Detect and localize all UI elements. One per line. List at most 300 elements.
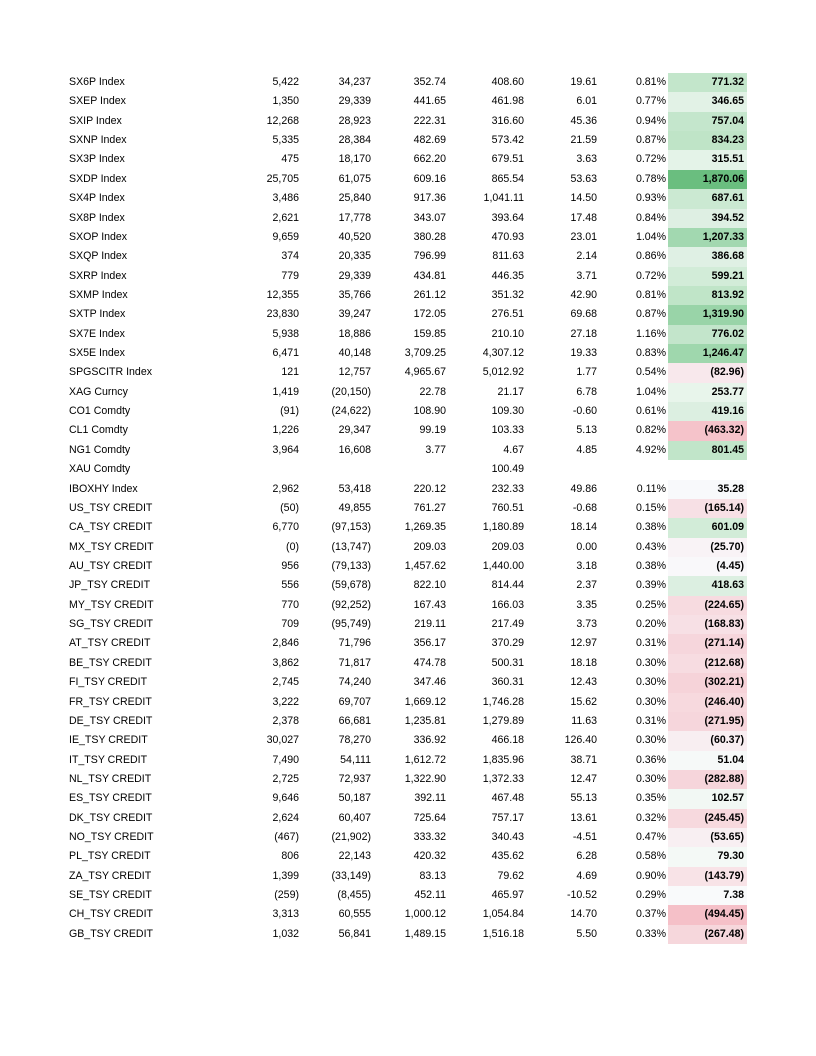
value-cell-3: 1,269.35 xyxy=(404,521,446,534)
value-cell-4: 4.67 xyxy=(503,443,524,456)
value-cell-3: 22.78 xyxy=(419,385,446,398)
table-row xyxy=(66,615,748,634)
value-cell-1: 709 xyxy=(281,618,299,631)
value-cell-2: 18,170 xyxy=(338,153,371,166)
percent-cell: 4.92% xyxy=(635,443,666,456)
instrument-name-cell: SG_TSY CREDIT xyxy=(69,618,153,631)
instrument-name-cell: SXQP Index xyxy=(69,250,128,263)
value-cell-5: 6.78 xyxy=(576,385,597,398)
value-cell-5: 21.59 xyxy=(570,134,597,147)
table-row xyxy=(66,73,748,92)
instrument-name-cell: DE_TSY CREDIT xyxy=(69,714,153,727)
table-row xyxy=(66,112,748,131)
pnl-heatmap-cell: (494.45) xyxy=(668,905,747,924)
value-cell-3: 333.32 xyxy=(413,831,446,844)
value-cell-3: 392.11 xyxy=(414,792,446,805)
value-cell-5: 6.01 xyxy=(576,95,597,108)
value-cell-5: 2.14 xyxy=(576,250,597,263)
value-cell-1: 2,962 xyxy=(272,482,299,495)
pnl-heatmap-cell: (212.68) xyxy=(668,654,747,673)
value-cell-5: 3.18 xyxy=(576,559,597,572)
percent-cell: 0.58% xyxy=(635,850,666,863)
value-cell-5: 4.69 xyxy=(576,869,597,882)
value-cell-1: 12,355 xyxy=(266,288,299,301)
table-row xyxy=(66,789,748,808)
value-cell-2: (59,678) xyxy=(331,579,371,592)
value-cell-5: 5.50 xyxy=(576,927,597,940)
table-row xyxy=(66,480,748,499)
value-cell-3: 474.78 xyxy=(413,656,446,669)
value-cell-1: 5,335 xyxy=(272,134,299,147)
value-cell-2: 54,111 xyxy=(340,753,371,766)
value-cell-3: 761.27 xyxy=(413,501,446,514)
value-cell-3 xyxy=(356,460,446,479)
percent-cell: 0.77% xyxy=(635,95,666,108)
value-cell-3: 609.16 xyxy=(413,172,446,185)
value-cell-4: 1,440.00 xyxy=(482,559,524,572)
table-row xyxy=(66,847,748,866)
table-row xyxy=(66,344,748,363)
pnl-heatmap-cell: (82.96) xyxy=(668,363,747,382)
instrument-name-cell: SPGSCITR Index xyxy=(69,366,153,379)
percent-cell: 0.82% xyxy=(635,424,666,437)
instrument-name-cell: SXMP Index xyxy=(69,288,128,301)
value-cell-2: (95,749) xyxy=(331,618,371,631)
table-row xyxy=(66,92,748,111)
percent-cell: 0.30% xyxy=(635,734,666,747)
value-cell-4: 465.97 xyxy=(491,889,524,902)
value-cell-3: 222.31 xyxy=(413,114,446,127)
pnl-heatmap-cell: (60.37) xyxy=(668,731,747,750)
pnl-heatmap-cell: 253.77 xyxy=(668,383,747,402)
table-row xyxy=(66,925,748,944)
percent-cell: 0.87% xyxy=(635,134,666,147)
instrument-name-cell: SXRP Index xyxy=(69,269,127,282)
percent-cell: 0.81% xyxy=(635,76,666,88)
pnl-heatmap-cell: (224.65) xyxy=(668,596,747,615)
table-row xyxy=(66,867,748,886)
value-cell-4: 209.03 xyxy=(491,540,524,553)
value-cell-1: 556 xyxy=(281,579,299,592)
table-row xyxy=(66,557,748,576)
pnl-heatmap-cell: 102.57 xyxy=(668,789,747,808)
value-cell-4: 340.43 xyxy=(491,831,524,844)
value-cell-1: 3,313 xyxy=(272,908,299,921)
table-row xyxy=(66,460,748,479)
percent-cell: 0.25% xyxy=(635,598,666,611)
value-cell-5: 3.35 xyxy=(576,598,597,611)
value-cell-4: 865.54 xyxy=(491,172,524,185)
table-row xyxy=(66,383,748,402)
value-cell-4: 109.30 xyxy=(491,405,524,418)
value-cell-2: 60,555 xyxy=(338,908,371,921)
value-cell-3: 352.74 xyxy=(413,76,446,88)
value-cell-5: 6.28 xyxy=(576,850,597,863)
value-cell-2: 25,840 xyxy=(338,192,371,205)
instrument-name-cell: JP_TSY CREDIT xyxy=(69,579,151,592)
percent-cell: 0.87% xyxy=(635,308,666,321)
table-row xyxy=(66,170,748,189)
value-cell-4: 103.33 xyxy=(491,424,524,437)
pnl-heatmap-cell: 346.65 xyxy=(668,92,747,111)
pnl-heatmap-cell: (271.14) xyxy=(668,634,747,653)
value-cell-2: 12,757 xyxy=(338,366,371,379)
value-cell-5: 19.33 xyxy=(570,347,597,360)
percent-cell: 0.54% xyxy=(635,366,666,379)
value-cell-4: 5,012.92 xyxy=(482,366,524,379)
value-cell-5: 38.71 xyxy=(570,753,597,766)
value-cell-5: 1.77 xyxy=(576,366,597,379)
table-row xyxy=(66,150,748,169)
table-row xyxy=(66,673,748,692)
data-table xyxy=(66,73,748,944)
value-cell-2: 18,886 xyxy=(338,327,371,340)
value-cell-3: 662.20 xyxy=(413,153,446,166)
value-cell-2: (97,153) xyxy=(331,521,371,534)
percent-cell: 0.93% xyxy=(635,192,666,205)
table-row xyxy=(66,770,748,789)
table-row xyxy=(66,131,748,150)
value-cell-2: 35,766 xyxy=(338,288,371,301)
instrument-name-cell: SXIP Index xyxy=(69,114,122,127)
instrument-name-cell: ES_TSY CREDIT xyxy=(69,792,152,805)
instrument-name-cell: SX7E Index xyxy=(69,327,125,340)
value-cell-4: 461.98 xyxy=(491,95,524,108)
value-cell-1: (50) xyxy=(280,501,299,514)
percent-cell: 0.31% xyxy=(635,714,666,727)
table-row xyxy=(66,576,748,595)
table-row xyxy=(66,189,748,208)
value-cell-5: 17.48 xyxy=(570,211,597,224)
value-cell-4: 1,372.33 xyxy=(482,772,524,785)
instrument-name-cell: US_TSY CREDIT xyxy=(69,501,153,514)
value-cell-1: 956 xyxy=(281,559,299,572)
value-cell-4: 679.51 xyxy=(491,153,524,166)
value-cell-3: 167.43 xyxy=(413,598,446,611)
value-cell-1: 6,471 xyxy=(272,347,299,360)
instrument-name-cell: SXEP Index xyxy=(69,95,126,108)
value-cell-2: 29,339 xyxy=(338,269,371,282)
value-cell-5: 27.18 xyxy=(570,327,597,340)
value-cell-1: 3,222 xyxy=(272,695,299,708)
pnl-heatmap-cell: 419.16 xyxy=(668,402,747,421)
instrument-name-cell: NG1 Comdty xyxy=(69,443,131,456)
value-cell-4: 1,279.89 xyxy=(482,714,524,727)
pnl-heatmap-cell: 1,870.06 xyxy=(668,170,747,189)
pnl-heatmap-cell: 386.68 xyxy=(668,247,747,266)
table-row xyxy=(66,421,748,440)
instrument-name-cell: GB_TSY CREDIT xyxy=(69,927,153,940)
value-cell-4: 446.35 xyxy=(491,269,524,282)
value-cell-3: 1,235.81 xyxy=(404,714,446,727)
value-cell-5: 12.97 xyxy=(570,637,597,650)
percent-cell: 0.29% xyxy=(635,889,666,902)
value-cell-2: 71,796 xyxy=(338,637,371,650)
value-cell-2: 49,855 xyxy=(338,501,371,514)
value-cell-5: 23.01 xyxy=(570,230,597,243)
pnl-heatmap-cell: 801.45 xyxy=(668,441,747,460)
value-cell-1: 6,770 xyxy=(272,521,299,534)
instrument-name-cell: FR_TSY CREDIT xyxy=(69,695,152,708)
instrument-name-cell: SX5E Index xyxy=(69,347,125,360)
value-cell-5: -10.52 xyxy=(566,889,597,902)
instrument-name-cell: SXNP Index xyxy=(69,134,127,147)
value-cell-3: 1,489.15 xyxy=(404,927,446,940)
value-cell-3: 347.46 xyxy=(413,676,446,689)
percent-cell: 0.43% xyxy=(635,540,666,553)
instrument-name-cell: SX8P Index xyxy=(69,211,125,224)
value-cell-5: 69.68 xyxy=(570,308,597,321)
value-cell-4: 232.33 xyxy=(491,482,524,495)
value-cell-5: 12.47 xyxy=(570,772,597,785)
value-cell-1: 806 xyxy=(281,850,299,863)
value-cell-1: 1,226 xyxy=(272,424,299,437)
value-cell-5: 126.40 xyxy=(564,734,597,747)
pnl-heatmap-cell: 79.30 xyxy=(668,847,747,866)
instrument-name-cell: ZA_TSY CREDIT xyxy=(69,869,152,882)
pnl-heatmap-cell: (245.45) xyxy=(668,809,747,828)
table-row xyxy=(66,305,748,324)
instrument-name-cell: SXOP Index xyxy=(69,230,128,243)
value-cell-4: 811.63 xyxy=(492,250,524,263)
pnl-heatmap-cell xyxy=(668,460,747,479)
value-cell-1: 25,705 xyxy=(266,172,299,185)
instrument-name-cell: IE_TSY CREDIT xyxy=(69,734,148,747)
value-cell-3: 83.13 xyxy=(419,869,446,882)
value-cell-2: 78,270 xyxy=(338,734,371,747)
value-cell-3: 159.85 xyxy=(413,327,446,340)
instrument-name-cell: FI_TSY CREDIT xyxy=(69,676,148,689)
value-cell-2: (8,455) xyxy=(337,889,371,902)
table-row xyxy=(66,905,748,924)
value-cell-2: 74,240 xyxy=(338,676,371,689)
value-cell-4: 408.60 xyxy=(491,76,524,88)
pnl-heatmap-cell: (282.88) xyxy=(668,770,747,789)
table-row xyxy=(66,809,748,828)
instrument-name-cell: CH_TSY CREDIT xyxy=(69,908,153,921)
value-cell-1: 12,268 xyxy=(266,114,299,127)
percent-cell: 0.32% xyxy=(635,811,666,824)
value-cell-5: 11.63 xyxy=(571,714,597,727)
percent-cell: 0.35% xyxy=(635,792,666,805)
instrument-name-cell: SXTP Index xyxy=(69,308,126,321)
value-cell-1: 1,350 xyxy=(272,95,299,108)
value-cell-1: 2,621 xyxy=(272,211,299,224)
percent-cell: 0.20% xyxy=(635,618,666,631)
value-cell-1: 1,032 xyxy=(272,927,299,940)
pnl-heatmap-cell: 315.51 xyxy=(668,150,747,169)
value-cell-2: (21,902) xyxy=(331,831,371,844)
percent-cell: 0.90% xyxy=(635,869,666,882)
value-cell-3: 99.19 xyxy=(419,424,446,437)
value-cell-3: 1,322.90 xyxy=(404,772,446,785)
value-cell-2: 17,778 xyxy=(338,211,371,224)
value-cell-3: 452.11 xyxy=(414,889,446,902)
value-cell-2: 28,384 xyxy=(338,134,371,147)
value-cell-1: 1,399 xyxy=(272,869,299,882)
value-cell-1: 2,725 xyxy=(272,772,299,785)
value-cell-4: 1,746.28 xyxy=(482,695,524,708)
value-cell-4: 4,307.12 xyxy=(482,347,524,360)
percent-cell: 0.84% xyxy=(635,211,666,224)
value-cell-2: (20,150) xyxy=(331,385,371,398)
pnl-heatmap-cell: 834.23 xyxy=(668,131,747,150)
value-cell-2: 72,937 xyxy=(338,772,371,785)
value-cell-2: (79,133) xyxy=(331,559,371,572)
value-cell-4: 1,835.96 xyxy=(482,753,524,766)
percent-cell: 0.72% xyxy=(635,153,666,166)
value-cell-4: 1,041.11 xyxy=(483,192,524,205)
pnl-heatmap-cell: (165.14) xyxy=(668,499,747,518)
value-cell-2: 69,707 xyxy=(338,695,371,708)
table-row xyxy=(66,693,748,712)
instrument-name-cell: SE_TSY CREDIT xyxy=(69,889,152,902)
value-cell-1: 5,422 xyxy=(272,76,299,88)
value-cell-2: 22,143 xyxy=(338,850,371,863)
value-cell-2: 66,681 xyxy=(338,714,371,727)
value-cell-5: 3.71 xyxy=(576,269,597,282)
value-cell-5: 15.62 xyxy=(570,695,597,708)
value-cell-3: 434.81 xyxy=(413,269,446,282)
value-cell-4: 276.51 xyxy=(491,308,524,321)
value-cell-5: 3.63 xyxy=(576,153,597,166)
value-cell-1: (0) xyxy=(286,540,299,553)
percent-cell: 0.30% xyxy=(635,695,666,708)
pnl-heatmap-cell: 776.02 xyxy=(668,325,747,344)
value-cell-2: 29,339 xyxy=(338,95,371,108)
value-cell-3: 261.12 xyxy=(413,288,446,301)
pnl-heatmap-cell: (246.40) xyxy=(668,693,747,712)
table-row xyxy=(66,751,748,770)
pnl-heatmap-cell: 35.28 xyxy=(668,480,747,499)
table-row xyxy=(66,828,748,847)
table-row xyxy=(66,267,748,286)
table-row xyxy=(66,325,748,344)
value-cell-2: 28,923 xyxy=(338,114,371,127)
instrument-name-cell: NO_TSY CREDIT xyxy=(69,831,154,844)
value-cell-1: (259) xyxy=(274,889,299,902)
instrument-name-cell: CO1 Comdty xyxy=(69,405,131,418)
table-row xyxy=(66,538,748,557)
value-cell-5: 19.61 xyxy=(570,76,597,88)
value-cell-2: 60,407 xyxy=(338,811,371,824)
value-cell-3: 1,457.62 xyxy=(404,559,446,572)
instrument-name-cell: SXDP Index xyxy=(69,172,127,185)
value-cell-1: 5,938 xyxy=(272,327,299,340)
pnl-heatmap-cell: (168.83) xyxy=(668,615,747,634)
value-cell-5: 5.13 xyxy=(576,424,597,437)
instrument-name-cell: SX3P Index xyxy=(69,153,125,166)
value-cell-4: 1,516.18 xyxy=(482,927,524,940)
table-row xyxy=(66,654,748,673)
value-cell-5: 14.70 xyxy=(570,908,597,921)
percent-cell: 0.30% xyxy=(635,772,666,785)
value-cell-4: 466.18 xyxy=(491,734,524,747)
value-cell-3: 482.69 xyxy=(413,134,446,147)
value-cell-5 xyxy=(516,460,597,479)
value-cell-5: 0.00 xyxy=(576,540,597,553)
percent-cell: 1.04% xyxy=(635,385,666,398)
value-cell-2: 50,187 xyxy=(338,792,371,805)
value-cell-2: (24,622) xyxy=(331,405,371,418)
value-cell-3: 108.90 xyxy=(413,405,446,418)
value-cell-1: 7,490 xyxy=(272,753,299,766)
value-cell-2: (92,252) xyxy=(331,598,371,611)
percent-cell: 0.15% xyxy=(635,501,666,514)
value-cell-3: 219.11 xyxy=(414,618,446,631)
percent-cell: 0.38% xyxy=(635,521,666,534)
value-cell-3: 336.92 xyxy=(413,734,446,747)
value-cell-1: 9,659 xyxy=(272,230,299,243)
value-cell-2: 53,418 xyxy=(338,482,371,495)
value-cell-1: 475 xyxy=(281,153,299,166)
pnl-heatmap-cell: 601.09 xyxy=(668,518,747,537)
value-cell-2: 20,335 xyxy=(338,250,371,263)
value-cell-1: 1,419 xyxy=(272,385,299,398)
table-row xyxy=(66,286,748,305)
table-row xyxy=(66,596,748,615)
value-cell-5: 55.13 xyxy=(570,792,597,805)
table-row xyxy=(66,402,748,421)
value-cell-4: 21.17 xyxy=(497,385,524,398)
value-cell-1: (467) xyxy=(274,831,299,844)
value-cell-5: -0.60 xyxy=(572,405,597,418)
value-cell-3: 343.07 xyxy=(413,211,446,224)
value-cell-2: 56,841 xyxy=(338,927,371,940)
table-row xyxy=(66,228,748,247)
value-cell-1: (91) xyxy=(280,405,299,418)
percent-cell: 1.16% xyxy=(635,327,666,340)
percent-cell: 0.86% xyxy=(635,250,666,263)
value-cell-4: 210.10 xyxy=(491,327,524,340)
percent-cell: 0.39% xyxy=(635,579,666,592)
pnl-heatmap-cell: (25.70) xyxy=(668,538,747,557)
value-cell-2: 61,075 xyxy=(338,172,371,185)
pnl-heatmap-cell: (143.79) xyxy=(668,867,747,886)
instrument-name-cell: SX6P Index xyxy=(69,76,125,88)
value-cell-5: 53.63 xyxy=(570,172,597,185)
value-cell-4: 757.17 xyxy=(491,811,524,824)
value-cell-5: 13.61 xyxy=(570,811,597,824)
pnl-heatmap-cell: (4.45) xyxy=(668,557,747,576)
value-cell-1: 30,027 xyxy=(266,734,299,747)
percent-cell: 0.61% xyxy=(635,405,666,418)
value-cell-3: 172.05 xyxy=(413,308,446,321)
percent-cell: 0.72% xyxy=(635,269,666,282)
pnl-heatmap-cell: 7.38 xyxy=(668,886,747,905)
value-cell-4: 166.03 xyxy=(491,598,524,611)
value-cell-5: 4.85 xyxy=(576,443,597,456)
table-row xyxy=(66,712,748,731)
value-cell-4: 467.48 xyxy=(491,792,524,805)
value-cell-1: 770 xyxy=(281,598,299,611)
value-cell-2: 71,817 xyxy=(338,656,371,669)
value-cell-5: 42.90 xyxy=(570,288,597,301)
instrument-name-cell: AU_TSY CREDIT xyxy=(69,559,153,572)
pnl-heatmap-cell: (463.32) xyxy=(668,421,747,440)
pnl-heatmap-cell: 1,207.33 xyxy=(668,228,747,247)
percent-cell: 0.81% xyxy=(635,288,666,301)
value-cell-3: 356.17 xyxy=(413,637,446,650)
value-cell-3: 1,612.72 xyxy=(404,753,446,766)
value-cell-1: 374 xyxy=(281,250,299,263)
value-cell-3: 3.77 xyxy=(425,443,446,456)
value-cell-2: 16,608 xyxy=(338,443,371,456)
instrument-name-cell: BE_TSY CREDIT xyxy=(69,656,152,669)
value-cell-2: 40,148 xyxy=(338,347,371,360)
value-cell-5: 2.37 xyxy=(576,579,597,592)
value-cell-2: (33,149) xyxy=(331,869,371,882)
